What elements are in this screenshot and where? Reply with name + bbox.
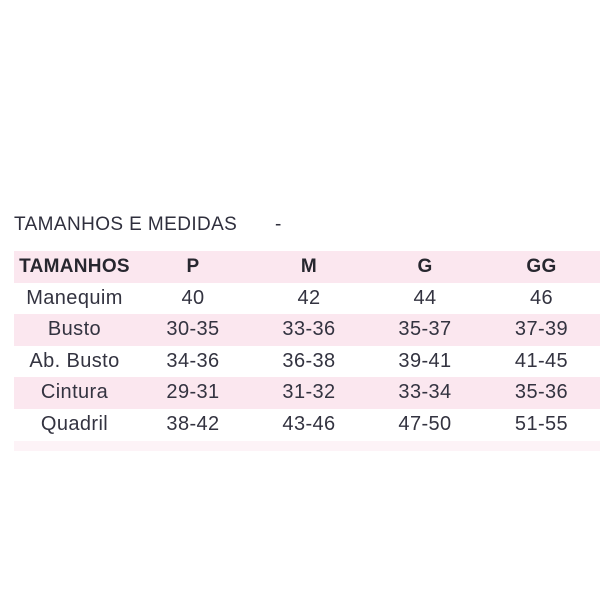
size-value-cell: 34-36: [166, 349, 220, 372]
size-value-cell: 30-35: [166, 318, 220, 341]
header-cell-gg: GG: [526, 255, 557, 277]
size-value-cell: 44: [413, 286, 437, 309]
size-value-cell: 29-31: [166, 381, 220, 404]
table-row-manequim: [14, 283, 600, 315]
table-row-cintura: [14, 377, 600, 409]
page-title-row: [14, 212, 282, 238]
size-value-cell: 47-50: [398, 412, 452, 435]
size-value-cell: 39-41: [398, 349, 452, 372]
table-header-row: [14, 251, 600, 283]
size-value-cell: 35-37: [398, 318, 452, 341]
table-row-quadril: [14, 409, 600, 441]
row-label: Cintura: [40, 381, 109, 404]
size-value-cell: 42: [297, 286, 321, 309]
size-value-cell: 40: [181, 286, 205, 309]
size-value-cell: 46: [529, 286, 554, 309]
header-cell-g: G: [417, 255, 433, 277]
row-label: Quadril: [40, 412, 109, 435]
size-value-cell: 36-38: [282, 349, 336, 372]
row-label: Busto: [47, 318, 102, 341]
size-value-cell: 41-45: [514, 349, 569, 372]
size-value-cell: 31-32: [282, 381, 336, 404]
row-label: Manequim: [26, 286, 123, 309]
faint-pink-stripe: [14, 441, 600, 451]
size-value-cell: 33-36: [282, 318, 336, 341]
table-row-busto: [14, 314, 600, 346]
header-cell-p: P: [186, 255, 200, 277]
table-row-ab-busto: [14, 346, 600, 378]
row-label: Ab. Busto: [29, 349, 120, 372]
header-cell-tamanhos: TAMANHOS: [19, 255, 130, 277]
header-cell-m: M: [300, 255, 318, 277]
size-value-cell: 43-46: [282, 412, 336, 435]
page-title: TAMANHOS E MEDIDAS: [14, 214, 238, 235]
size-value-cell: 51-55: [514, 412, 569, 435]
size-chart-table: [14, 251, 600, 440]
title-dash: -: [275, 214, 282, 235]
size-value-cell: 35-36: [514, 381, 569, 404]
size-value-cell: 38-42: [166, 412, 220, 435]
size-value-cell: 33-34: [398, 381, 452, 404]
size-value-cell: 37-39: [514, 318, 569, 341]
